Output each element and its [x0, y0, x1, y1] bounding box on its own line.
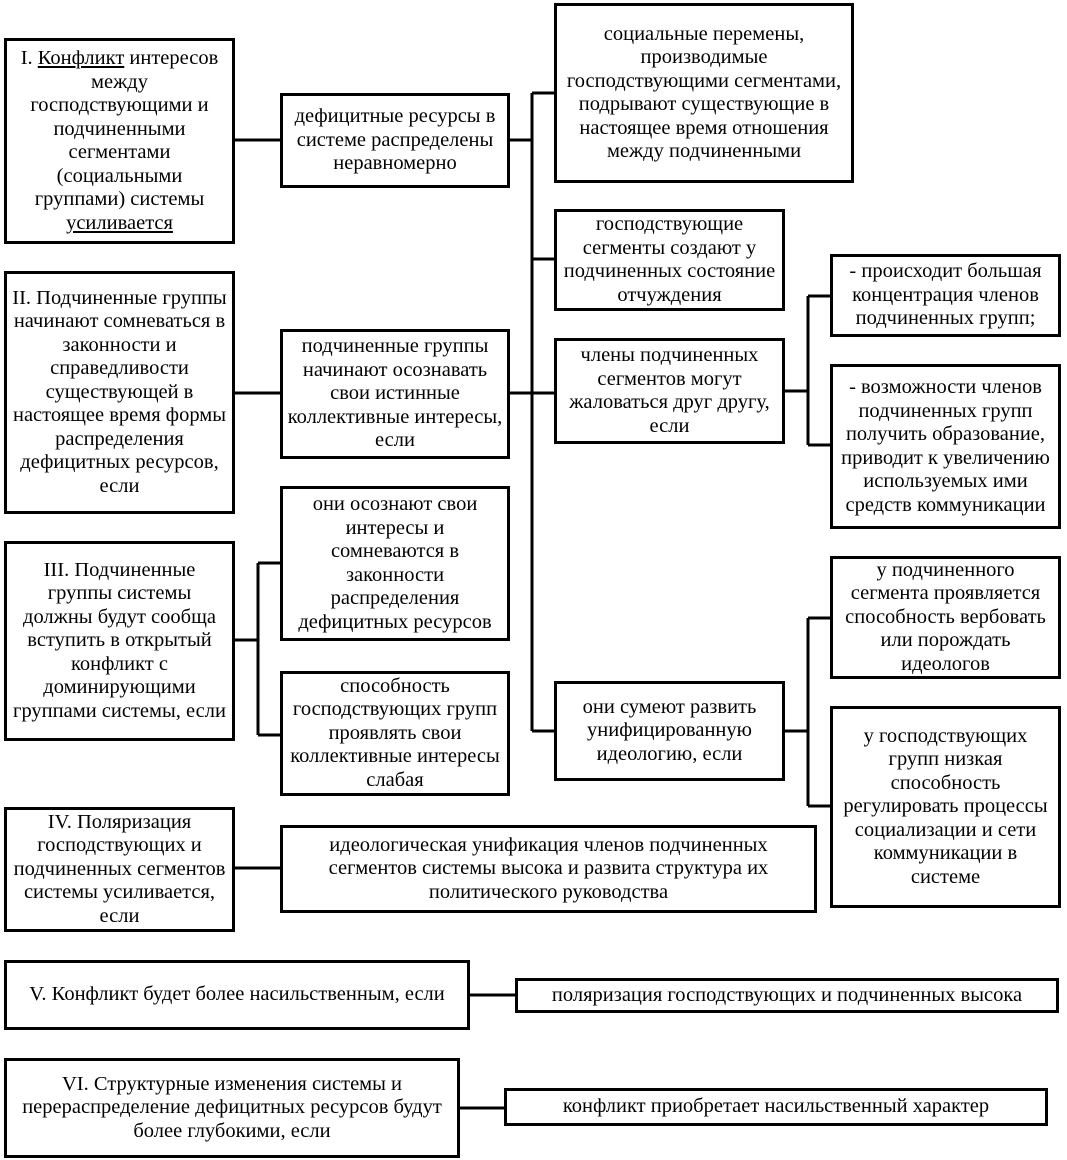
factor-polarization-text: поляризация господствующих и подчиненных высока — [551, 983, 1023, 1006]
condition-1-box — [4, 38, 235, 244]
condition-1-underlined-increases: усиливается — [66, 211, 173, 234]
factor-aware-text: подчиненные группы начинают осознавать свои истинные коллективные интересы, если — [287, 335, 503, 452]
condition-2-box — [4, 271, 235, 514]
detail-education-text: - возможности членов подчиненных групп получить образование, приводит к увеличению используемых ими средств коммуникации — [841, 376, 1050, 516]
factor-weak-box — [280, 671, 510, 796]
detail-concentration-box — [830, 254, 1061, 337]
condition-1-middle: интересов между господствующими и подчиненными сегментами (социальными группами) системы — [30, 47, 219, 210]
factor-violent-box — [504, 1088, 1048, 1126]
condition-4-box — [4, 807, 235, 932]
condition-1-numeral: I. — [20, 47, 33, 69]
subfactor-alienation-box — [554, 209, 785, 311]
condition-5-text: V. Конфликт будет более насильственным, если — [29, 983, 445, 1006]
subfactor-complain-box — [554, 338, 785, 444]
factor-deficit-box — [280, 93, 510, 188]
condition-3-text: III. Подчиненные группы системы должны будут сообща вступить в открытый конфликт с доминирующими группами системы, если — [13, 558, 226, 722]
subfactor-alienation-text: господствующие сегменты создают у подчиненных состояние отчуждения — [563, 213, 776, 306]
factor-violent-text: конфликт приобретает насильственный характер — [562, 1095, 990, 1118]
factor-polarization-box — [515, 978, 1059, 1013]
condition-6-box — [4, 1058, 460, 1158]
factor-ideology-unification-text: идеологическая унификация членов подчиненных сегментов системы высока и развита структура их политического руководства — [328, 833, 769, 903]
detail-recruit-box — [830, 556, 1061, 679]
factor-deficit-text: дефицитные ресурсы в системе распределены неравномерно — [294, 105, 496, 175]
subfactor-ideology-development-box — [554, 681, 785, 781]
condition-2-text: II. Подчиненные группы начинают сомневаться в законности и справедливости существующей в настоящее время формы распределения дефицитных ресурсов, если — [12, 286, 227, 497]
factor-aware-box — [280, 329, 510, 459]
subfactor-social-changes-text: социальные перемены, производимые господствующими сегментами, подрывают существующие в настоящее время отношения между подчиненными — [566, 22, 842, 162]
condition-1-text — [11, 47, 228, 235]
subfactor-social-changes-box — [554, 3, 854, 183]
detail-recruit-text: у подчиненного сегмента проявляется способность вербовать или порождать идеологов — [845, 558, 1046, 675]
subfactor-complain-text: члены подчиненных сегментов могут жаловаться друг другу, если — [569, 344, 770, 437]
condition-5-box — [4, 960, 470, 1030]
subfactor-ideology-development-text: они сумеют развить унифицированную идеологию, если — [582, 695, 757, 765]
detail-regulate-text: у господствующих групп низкая способность регулировать процессы социализации и сети коммуникации в системе — [843, 724, 1048, 888]
condition-1-underlined-conflict: Конфликт — [37, 47, 125, 69]
detail-education-box — [830, 364, 1061, 529]
detail-regulate-box — [830, 706, 1061, 908]
factor-weak-text: способность господствующих групп проявлять свои коллективные интересы слабая — [290, 674, 500, 791]
condition-3-box — [4, 541, 235, 741]
factor-ideology-unification-box — [280, 825, 817, 913]
condition-6-text: VI. Структурные изменения системы и перераспределение дефицитных ресурсов будут более глубокими, если — [22, 1072, 442, 1142]
factor-realize-box — [280, 486, 510, 641]
factor-realize-text: они осознают свои интересы и сомневаются в законности распределения дефицитных ресурсов — [298, 493, 492, 633]
condition-4-text: IV. Поляризация господствующих и подчиненных сегментов системы усиливается, если — [13, 810, 226, 927]
detail-concentration-text: - происходит большая концентрация членов подчиненных групп; — [849, 260, 1042, 330]
